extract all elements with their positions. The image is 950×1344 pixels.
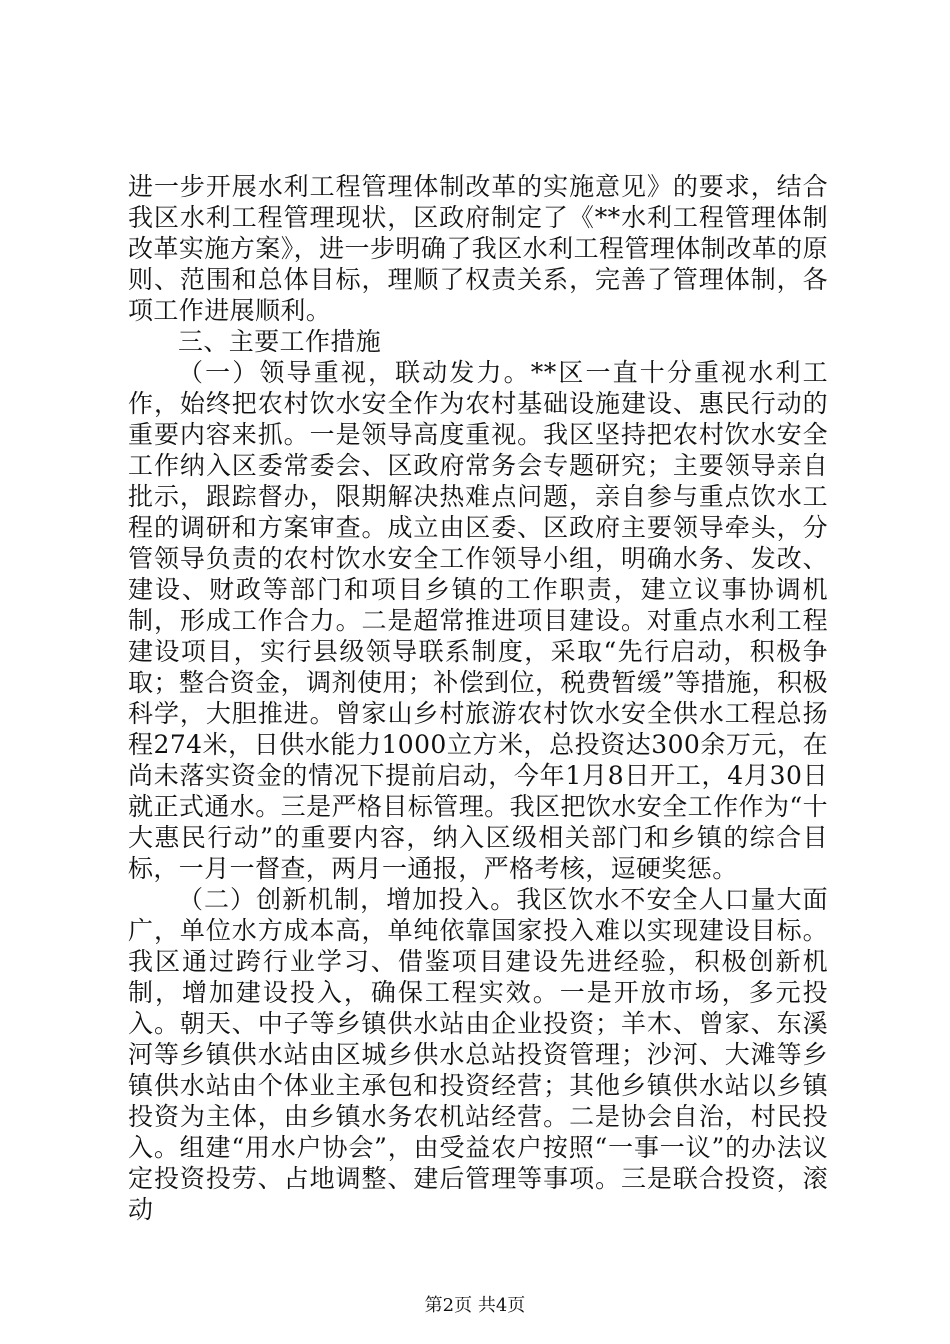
paragraph-mechanism: （二）创新机制，增加投入。我区饮水不安全人口量大面广，单位水方成本高，单纯依靠国家投入难以实现建设目标。我区通过跨行业学习、借鉴项目建设先进经验，积极创新机制，增加建设投入，确保工程实效。一是开放市场，多元投入。朝天、中子等乡镇供水站由企业投资；羊木、曾家、东溪河等乡镇供水站由区城乡供水总站投资管理；沙河、大滩等乡镇供水站由个体业主承包和投资经营；其他乡镇供水站以乡镇投资为主体，由乡镇水务农机站经营。二是协会自治，村民投入。组建“用水户协会”，由受益农户按照“一事一议”的办法议定投资投劳、占地调整、建后管理等事项。三是联合投资，滚动	[128, 885, 828, 1224]
document-body	[128, 171, 828, 1225]
paragraph-continuation: 进一步开展水利工程管理体制改革的实施意见》的要求，结合我区水利工程管理现状，区政府制定了《**水利工程管理体制改革实施方案》，进一步明确了我区水利工程管理体制改革的原则、范围和总体目标，理顺了权责关系，完善了管理体制，各项工作进展顺利。	[128, 172, 828, 325]
paragraph-leadership: （一）领导重视，联动发力。**区一直十分重视水利工作，始终把农村饮水安全作为农村基础设施建设、惠民行动的重要内容来抓。一是领导高度重视。我区坚持把农村饮水安全工作纳入区委常委会、区政府常务会专题研究；主要领导亲自批示，跟踪督办，限期解决热难点问题，亲自参与重点饮水工程的调研和方案审查。成立由区委、区政府主要领导牵头，分管领导负责的农村饮水安全工作领导小组，明确水务、发改、建设、财政等部门和项目乡镇的工作职责，建立议事协调机制，形成工作合力。二是超常推进项目建设。对重点水利工程建设项目，实行县级领导联系制度，采取“先行启动，积极争取；整合资金，调剂使用；补偿到位，税费暂缓”等措施，积极科学，大胆推进。曾家山乡村旅游农村饮水安全供水工程总扬程274米，日供水能力1000立方米，总投资达300余万元，在尚未落实资金的情况下提前启动，今年1月8日开工，4月30日就正式通水。三是严格目标管理。我区把饮水安全工作作为“十大惠民行动”的重要内容，纳入区级相关部门和乡镇的综合目标，一月一督查，两月一通报，严格考核，逗硬奖惩。	[128, 358, 828, 883]
page-number-footer: 第2页 共4页	[424, 1295, 526, 1316]
section-heading: 三、主要工作措施	[178, 327, 382, 356]
